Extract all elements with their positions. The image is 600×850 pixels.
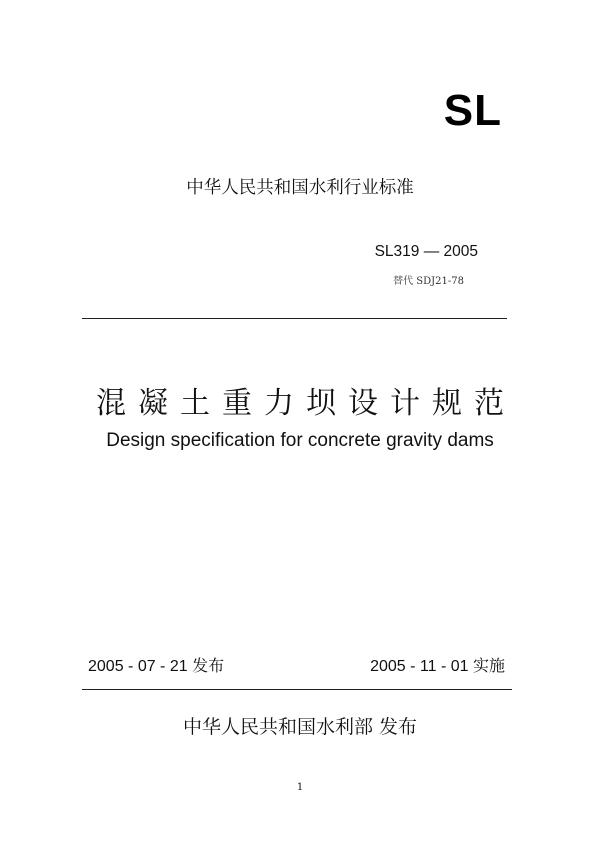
sl-logo: SL xyxy=(443,86,502,135)
standard-category: 中华人民共和国水利行业标准 xyxy=(186,178,414,198)
top-divider xyxy=(82,318,507,319)
replaces-note: 替代 SDJ21-78 xyxy=(393,276,464,287)
standard-number: SL319 — 2005 xyxy=(374,243,478,260)
bottom-divider xyxy=(82,689,512,690)
document-title-english: Design specification for concrete gravity dams xyxy=(106,430,494,451)
document-title-chinese: 混凝土重力坝设计规范 xyxy=(96,386,516,421)
issuing-authority: 中华人民共和国水利部 发布 xyxy=(182,716,418,738)
page-number: 1 xyxy=(296,782,304,793)
issue-date: 2005 - 07 - 21 发布 xyxy=(88,658,225,675)
implementation-date: 2005 - 11 - 01 实施 xyxy=(370,658,505,675)
